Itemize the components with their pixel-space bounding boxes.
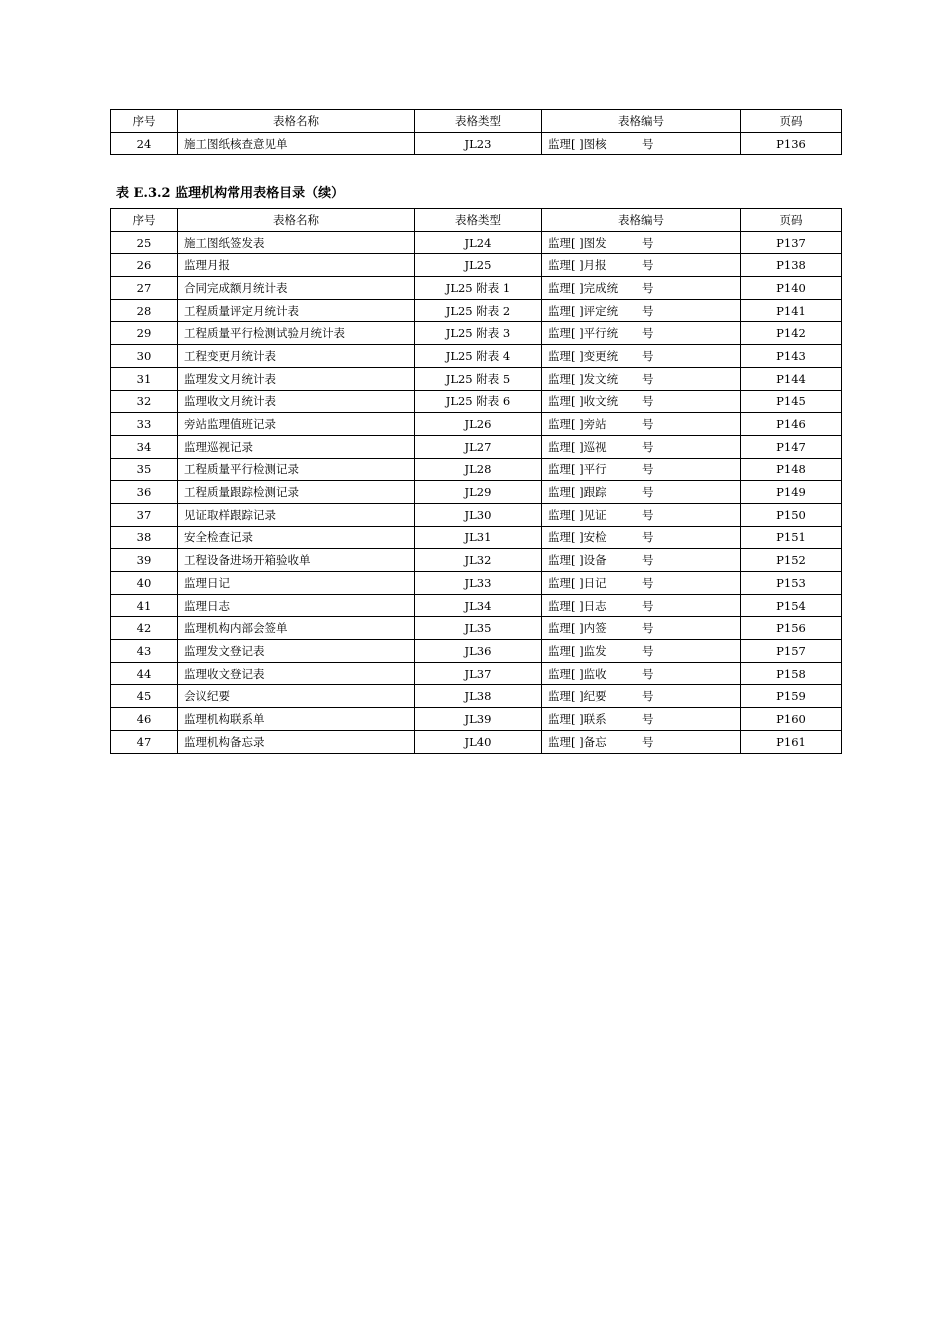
form-code: 监理[ ]监发 <box>548 643 607 658</box>
table-row <box>111 254 842 277</box>
table-caption: 表 E.3.2 监理机构常用表格目录（续） <box>116 186 345 201</box>
cell-no: 29 <box>111 322 178 345</box>
form-code-suffix: 号 <box>642 439 654 454</box>
header-name: 表格名称 <box>178 110 415 133</box>
form-code: 监理[ ]发文统 <box>548 371 619 386</box>
cell-code <box>542 322 741 345</box>
cell-no: 36 <box>111 481 178 504</box>
table-row <box>111 503 842 526</box>
cell-code <box>542 345 741 368</box>
form-code-suffix: 号 <box>642 394 654 409</box>
cell-type: JL31 <box>415 526 542 549</box>
form-code-suffix: 号 <box>642 371 654 386</box>
cell-page: P153 <box>741 572 842 595</box>
cell-code <box>542 730 741 753</box>
cell-name: 监理日志 <box>178 594 415 617</box>
table-row <box>111 132 842 155</box>
cell-page: P158 <box>741 662 842 685</box>
cell-code <box>542 132 741 155</box>
form-code: 监理[ ]平行 <box>548 462 607 477</box>
table-row <box>111 277 842 300</box>
cell-code <box>542 617 741 640</box>
cell-name: 工程质量跟踪检测记录 <box>178 481 415 504</box>
form-code-suffix: 号 <box>642 711 654 726</box>
cell-page: P144 <box>741 367 842 390</box>
form-code: 监理[ ]日志 <box>548 598 607 613</box>
cell-no: 25 <box>111 231 178 254</box>
cell-page: P160 <box>741 708 842 731</box>
form-code-suffix: 号 <box>642 417 654 432</box>
table-row <box>111 685 842 708</box>
cell-page: P157 <box>741 640 842 663</box>
cell-code <box>542 435 741 458</box>
cell-no: 43 <box>111 640 178 663</box>
cell-no: 47 <box>111 730 178 753</box>
cell-code <box>542 572 741 595</box>
cell-no: 37 <box>111 503 178 526</box>
cell-page: P156 <box>741 617 842 640</box>
cell-code <box>542 458 741 481</box>
cell-code <box>542 277 741 300</box>
cell-name: 监理机构联系单 <box>178 708 415 731</box>
cell-code <box>542 367 741 390</box>
form-code-suffix: 号 <box>642 280 654 295</box>
cell-name: 施工图纸核查意见单 <box>178 132 415 155</box>
form-code-suffix: 号 <box>642 303 654 318</box>
cell-type: JL34 <box>415 594 542 617</box>
cell-page: P146 <box>741 413 842 436</box>
form-table-part2 <box>110 208 842 754</box>
form-code: 监理[ ]纪要 <box>548 689 607 704</box>
form-code-suffix: 号 <box>642 348 654 363</box>
table-row <box>111 231 842 254</box>
cell-name: 监理发文月统计表 <box>178 367 415 390</box>
table-row <box>111 708 842 731</box>
cell-name: 施工图纸签发表 <box>178 231 415 254</box>
table-row <box>111 640 842 663</box>
cell-no: 28 <box>111 299 178 322</box>
header-type: 表格类型 <box>415 110 542 133</box>
cell-no: 38 <box>111 526 178 549</box>
form-code-suffix: 号 <box>642 326 654 341</box>
cell-no: 45 <box>111 685 178 708</box>
form-code-suffix: 号 <box>642 485 654 500</box>
cell-no: 46 <box>111 708 178 731</box>
cell-type: JL25 附表 4 <box>415 345 542 368</box>
cell-name: 工程质量平行检测记录 <box>178 458 415 481</box>
table-row <box>111 730 842 753</box>
cell-name: 工程质量评定月统计表 <box>178 299 415 322</box>
cell-no: 35 <box>111 458 178 481</box>
form-code-suffix: 号 <box>642 621 654 636</box>
form-code: 监理[ ]图核 <box>548 136 607 151</box>
form-code: 监理[ ]日记 <box>548 575 607 590</box>
cell-no: 40 <box>111 572 178 595</box>
cell-no: 27 <box>111 277 178 300</box>
cell-page: P147 <box>741 435 842 458</box>
cell-page: P152 <box>741 549 842 572</box>
cell-code <box>542 662 741 685</box>
cell-no: 39 <box>111 549 178 572</box>
cell-type: JL36 <box>415 640 542 663</box>
cell-page: P148 <box>741 458 842 481</box>
form-code: 监理[ ]图发 <box>548 235 607 250</box>
form-code: 监理[ ]见证 <box>548 507 607 522</box>
cell-code <box>542 299 741 322</box>
cell-page: P142 <box>741 322 842 345</box>
form-code-suffix: 号 <box>642 643 654 658</box>
form-code: 监理[ ]月报 <box>548 258 607 273</box>
cell-type: JL37 <box>415 662 542 685</box>
form-code-suffix: 号 <box>642 530 654 545</box>
table-row <box>111 435 842 458</box>
cell-code <box>542 413 741 436</box>
cell-name: 安全检查记录 <box>178 526 415 549</box>
cell-type: JL25 附表 6 <box>415 390 542 413</box>
form-code-suffix: 号 <box>642 598 654 613</box>
cell-type: JL26 <box>415 413 542 436</box>
cell-type: JL25 附表 1 <box>415 277 542 300</box>
table-row <box>111 549 842 572</box>
form-code: 监理[ ]监收 <box>548 666 607 681</box>
form-code-suffix: 号 <box>642 258 654 273</box>
header-type: 表格类型 <box>415 209 542 232</box>
cell-name: 监理月报 <box>178 254 415 277</box>
form-code: 监理[ ]巡视 <box>548 439 607 454</box>
form-code-suffix: 号 <box>642 235 654 250</box>
cell-name: 监理日记 <box>178 572 415 595</box>
cell-code <box>542 231 741 254</box>
form-code: 监理[ ]内签 <box>548 621 607 636</box>
header-no: 序号 <box>111 209 178 232</box>
cell-page: P159 <box>741 685 842 708</box>
form-code: 监理[ ]收文统 <box>548 394 619 409</box>
header-no: 序号 <box>111 110 178 133</box>
cell-name: 合同完成额月统计表 <box>178 277 415 300</box>
cell-name: 监理巡视记录 <box>178 435 415 458</box>
cell-code <box>542 594 741 617</box>
cell-no: 24 <box>111 132 178 155</box>
cell-type: JL23 <box>415 132 542 155</box>
cell-no: 30 <box>111 345 178 368</box>
cell-type: JL25 <box>415 254 542 277</box>
cell-no: 31 <box>111 367 178 390</box>
cell-code <box>542 708 741 731</box>
table-row <box>111 526 842 549</box>
cell-page: P149 <box>741 481 842 504</box>
cell-no: 26 <box>111 254 178 277</box>
cell-no: 41 <box>111 594 178 617</box>
form-code: 监理[ ]联系 <box>548 711 607 726</box>
cell-type: JL24 <box>415 231 542 254</box>
cell-name: 监理收文月统计表 <box>178 390 415 413</box>
form-table-part1 <box>110 109 842 155</box>
form-code-suffix: 号 <box>642 666 654 681</box>
cell-page: P136 <box>741 132 842 155</box>
cell-code <box>542 481 741 504</box>
form-code: 监理[ ]完成统 <box>548 280 619 295</box>
cell-name: 监理发文登记表 <box>178 640 415 663</box>
form-code: 监理[ ]旁站 <box>548 417 607 432</box>
cell-type: JL25 附表 5 <box>415 367 542 390</box>
cell-type: JL35 <box>415 617 542 640</box>
table-row <box>111 481 842 504</box>
form-code: 监理[ ]备忘 <box>548 734 607 749</box>
table-row <box>111 299 842 322</box>
cell-type: JL30 <box>415 503 542 526</box>
cell-type: JL28 <box>415 458 542 481</box>
cell-name: 监理机构内部会签单 <box>178 617 415 640</box>
form-code-suffix: 号 <box>642 689 654 704</box>
table-row <box>111 572 842 595</box>
header-page: 页码 <box>741 209 842 232</box>
form-code: 监理[ ]评定统 <box>548 303 619 318</box>
form-code: 监理[ ]设备 <box>548 553 607 568</box>
form-code-suffix: 号 <box>642 136 654 151</box>
cell-name: 会议纪要 <box>178 685 415 708</box>
cell-no: 44 <box>111 662 178 685</box>
table-row <box>111 367 842 390</box>
cell-page: P154 <box>741 594 842 617</box>
cell-name: 旁站监理值班记录 <box>178 413 415 436</box>
table-header-row <box>111 209 842 232</box>
cell-no: 34 <box>111 435 178 458</box>
cell-name: 见证取样跟踪记录 <box>178 503 415 526</box>
table-header-row <box>111 110 842 133</box>
cell-code <box>542 549 741 572</box>
header-code: 表格编号 <box>542 209 741 232</box>
cell-code <box>542 640 741 663</box>
cell-type: JL32 <box>415 549 542 572</box>
cell-type: JL25 附表 3 <box>415 322 542 345</box>
table-row <box>111 662 842 685</box>
cell-page: P151 <box>741 526 842 549</box>
form-code: 监理[ ]安检 <box>548 530 607 545</box>
form-code: 监理[ ]跟踪 <box>548 485 607 500</box>
cell-code <box>542 685 741 708</box>
header-name: 表格名称 <box>178 209 415 232</box>
form-code-suffix: 号 <box>642 553 654 568</box>
form-code-suffix: 号 <box>642 734 654 749</box>
cell-type: JL38 <box>415 685 542 708</box>
table-row <box>111 345 842 368</box>
cell-no: 42 <box>111 617 178 640</box>
cell-page: P161 <box>741 730 842 753</box>
form-code: 监理[ ]平行统 <box>548 326 619 341</box>
cell-name: 监理机构备忘录 <box>178 730 415 753</box>
cell-name: 工程质量平行检测试验月统计表 <box>178 322 415 345</box>
cell-code <box>542 526 741 549</box>
table-row <box>111 594 842 617</box>
header-code: 表格编号 <box>542 110 741 133</box>
cell-code <box>542 254 741 277</box>
form-code-suffix: 号 <box>642 575 654 590</box>
cell-type: JL39 <box>415 708 542 731</box>
form-code: 监理[ ]变更统 <box>548 348 619 363</box>
table-row <box>111 413 842 436</box>
table-row <box>111 617 842 640</box>
cell-page: P138 <box>741 254 842 277</box>
cell-type: JL25 附表 2 <box>415 299 542 322</box>
table-row <box>111 458 842 481</box>
form-code-suffix: 号 <box>642 462 654 477</box>
form-code-suffix: 号 <box>642 507 654 522</box>
cell-page: P143 <box>741 345 842 368</box>
cell-name: 工程设备进场开箱验收单 <box>178 549 415 572</box>
table-row <box>111 322 842 345</box>
cell-code <box>542 503 741 526</box>
cell-code <box>542 390 741 413</box>
cell-page: P137 <box>741 231 842 254</box>
cell-no: 33 <box>111 413 178 436</box>
cell-page: P140 <box>741 277 842 300</box>
header-page: 页码 <box>741 110 842 133</box>
cell-no: 32 <box>111 390 178 413</box>
cell-type: JL33 <box>415 572 542 595</box>
cell-type: JL27 <box>415 435 542 458</box>
cell-page: P145 <box>741 390 842 413</box>
cell-name: 工程变更月统计表 <box>178 345 415 368</box>
cell-type: JL40 <box>415 730 542 753</box>
cell-page: P150 <box>741 503 842 526</box>
cell-type: JL29 <box>415 481 542 504</box>
cell-page: P141 <box>741 299 842 322</box>
table-row <box>111 390 842 413</box>
cell-name: 监理收文登记表 <box>178 662 415 685</box>
